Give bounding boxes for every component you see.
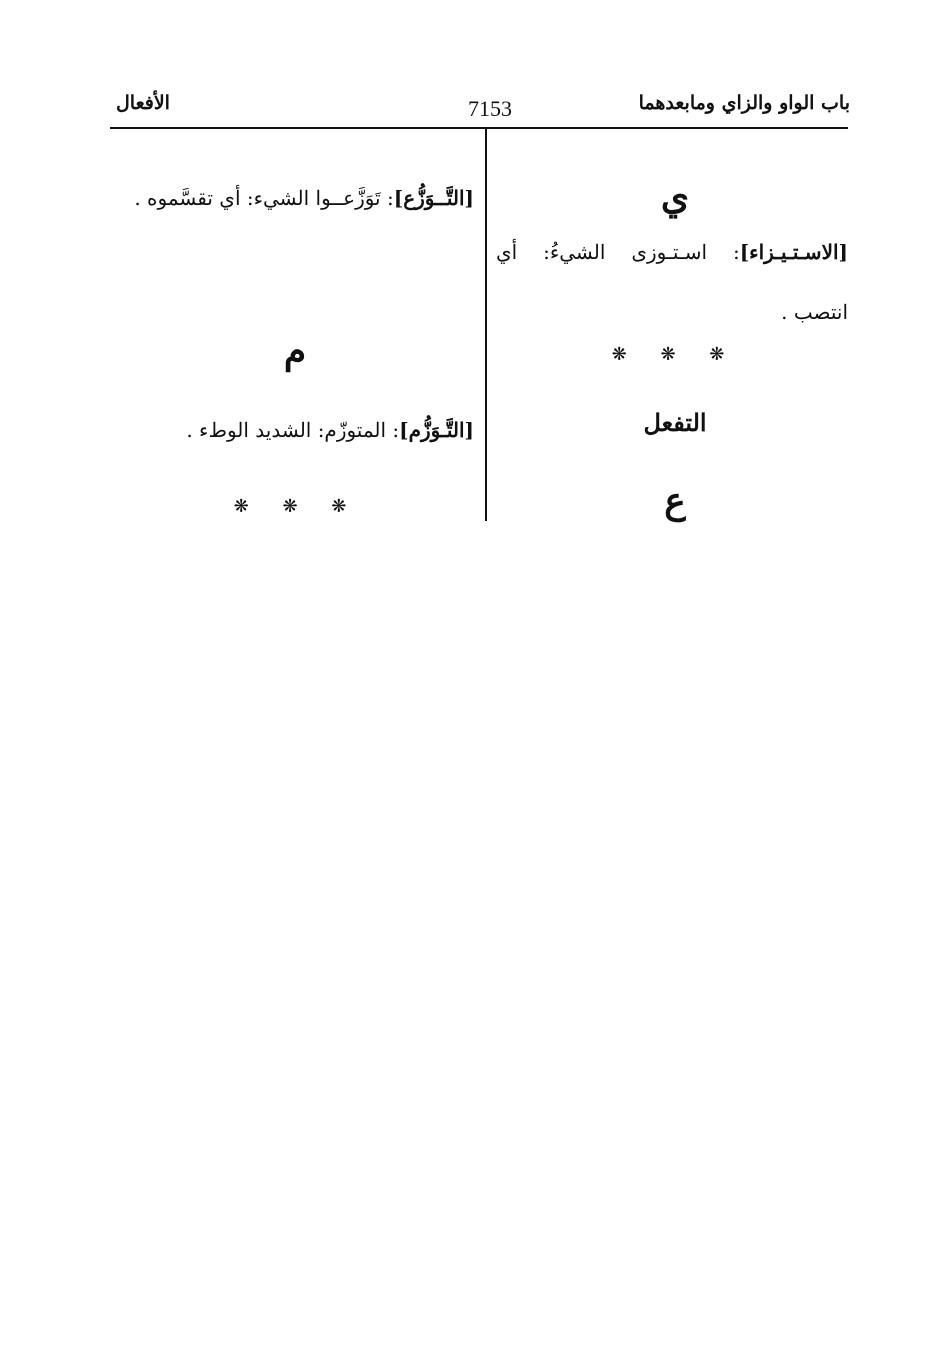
section-heading-tafa-ul: التفعل (643, 408, 707, 437)
entry-tawazzu (112, 168, 474, 228)
entry-tawazzu-headword: [التَّــوَزُّع] (393, 186, 474, 210)
header-rule (110, 127, 848, 129)
entry-istiza-headword: [الاسـتـيـزاء] (739, 240, 848, 264)
letter-ain-heading: ع (664, 480, 686, 522)
letter-ya-heading: ي (660, 176, 690, 218)
separator-stars-left: ❋ ❋ ❋ (233, 496, 361, 517)
running-head-section: الأفعال (116, 92, 170, 114)
entry-istiza (496, 222, 848, 342)
entry-tawazzum (112, 400, 474, 460)
column-divider (485, 128, 487, 521)
entry-tawazzum-headword: [التَّـوَزُّم] (399, 418, 474, 442)
entry-tawazzum-definition: : المتوزّم: الشديد الوطء . (186, 418, 400, 442)
running-head-chapter: باب الواو والزاي ومابعدهما (638, 92, 850, 114)
entry-tawazzu-definition: : تَوَزَّعــوا الشيء: أي تقسَّموه . (134, 186, 394, 210)
entry-istiza-definition: : اسـتـوزى الشيءُ: أي انتصب . (496, 240, 848, 324)
separator-stars-right: ❋ ❋ ❋ (611, 344, 739, 365)
page-number: 7153 (468, 96, 512, 121)
letter-mim-heading: م (283, 330, 307, 372)
